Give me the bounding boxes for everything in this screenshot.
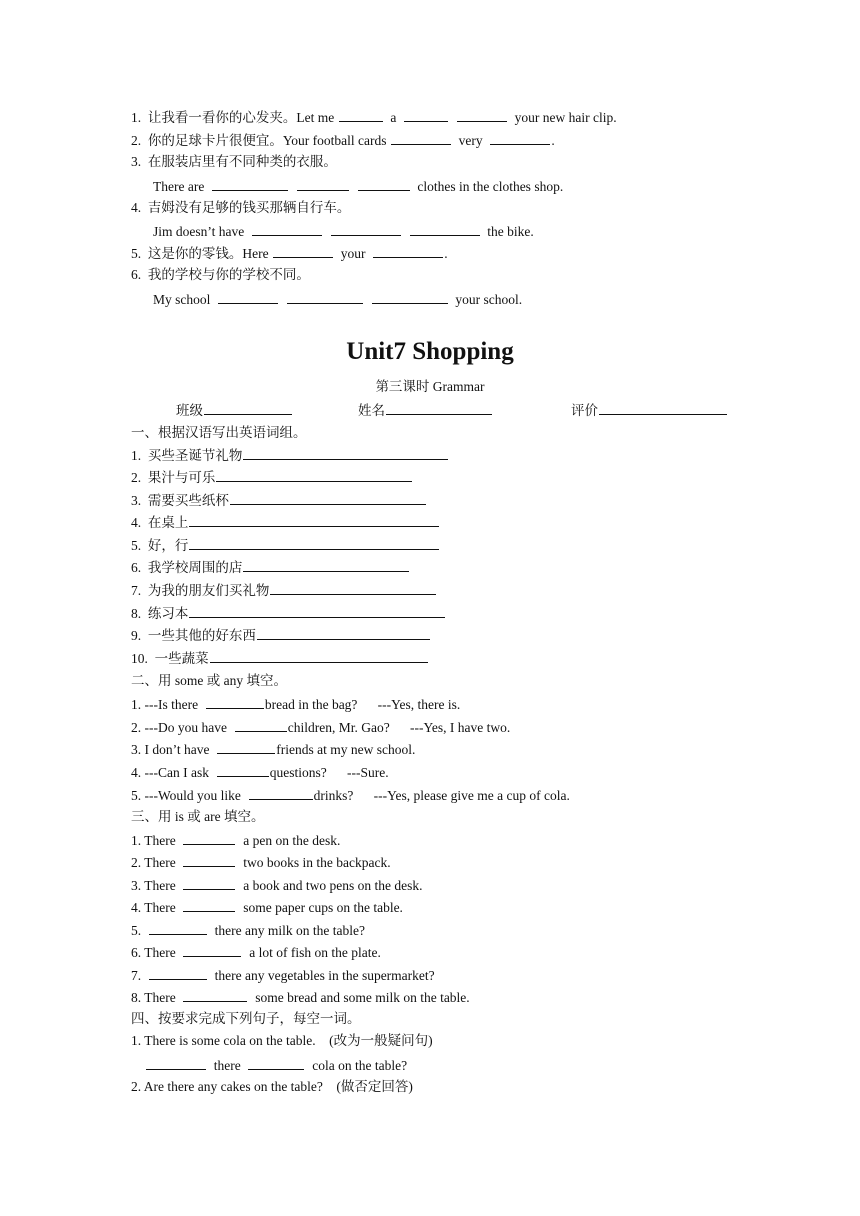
exercise-line: Jim doesn’t have the bike. bbox=[153, 224, 534, 239]
class-field: 班级 bbox=[176, 402, 293, 419]
name-field: 姓名 bbox=[358, 402, 493, 419]
list-item: 7. there any vegetables in the supermarket? bbox=[131, 968, 435, 983]
list-item: 2. Are there any cakes on the table? (做否定回答) bbox=[131, 1079, 413, 1094]
section-heading: 一、根据汉语写出英语词组。 bbox=[131, 425, 307, 440]
exercise-line: 2. 你的足球卡片很便宜。Your football cards very . bbox=[131, 133, 555, 148]
list-item: 6. 我学校周围的店 bbox=[131, 559, 410, 576]
list-item: 1. There is some cola on the table. (改为一般疑问句) bbox=[131, 1033, 433, 1048]
exercise-line: 3. 在服装店里有不同种类的衣服。 bbox=[131, 154, 337, 169]
exercise-line: 4. 吉姆没有足够的钱买那辆自行车。 bbox=[131, 200, 351, 215]
list-item: 5. there any milk on the table? bbox=[131, 923, 365, 938]
list-item: 2. ---Do you have children, Mr. Gao? ---Yes, I have two. bbox=[131, 720, 511, 735]
list-item: 2. 果汁与可乐 bbox=[131, 469, 413, 486]
list-item: 4. 在桌上 bbox=[131, 514, 440, 531]
rating-field: 评价 bbox=[571, 402, 728, 419]
list-item: 3. I don’t have friends at my new school. bbox=[131, 742, 416, 757]
list-item: 1. There a pen on the desk. bbox=[131, 833, 341, 848]
list-item: 9. 一些其他的好东西 bbox=[131, 627, 431, 644]
exercise-line: There are clothes in the clothes shop. bbox=[153, 179, 564, 194]
section-heading: 四、按要求完成下列句子，每空一词。 bbox=[131, 1011, 361, 1026]
list-item: 4. ---Can I ask questions? ---Sure. bbox=[131, 765, 389, 780]
list-item: 5. ---Would you like drinks? ---Yes, please give me a cup of cola. bbox=[131, 788, 570, 803]
list-item: 3. 需要买些纸杯 bbox=[131, 492, 427, 509]
list-item: there cola on the table? bbox=[145, 1057, 407, 1074]
exercise-line: 6. 我的学校与你的学校不同。 bbox=[131, 267, 310, 282]
list-item: 8. There some bread and some milk on the table. bbox=[131, 990, 470, 1005]
list-item: 7. 为我的朋友们买礼物 bbox=[131, 582, 437, 599]
list-item: 4. There some paper cups on the table. bbox=[131, 900, 403, 915]
list-item: 6. There a lot of fish on the plate. bbox=[131, 945, 381, 960]
exercise-line: My school your school. bbox=[153, 292, 523, 307]
list-item: 5. 好，行 bbox=[131, 537, 440, 554]
list-item: 10. 一些蔬菜 bbox=[131, 650, 429, 667]
list-item: 1. ---Is there bread in the bag? ---Yes, there is. bbox=[131, 697, 461, 712]
exercise-line: 5. 这是你的零钱。Here your . bbox=[131, 246, 448, 261]
page-subtitle: 第三课时 Grammar bbox=[375, 379, 485, 394]
list-item: 3. There a book and two pens on the desk. bbox=[131, 878, 423, 893]
page-title: Unit7 Shopping bbox=[346, 338, 514, 365]
list-item: 2. There two books in the backpack. bbox=[131, 855, 391, 870]
list-item: 8. 练习本 bbox=[131, 605, 446, 622]
section-heading: 二、用 some 或 any 填空。 bbox=[131, 673, 287, 688]
exercise-line: 1. 让我看一看你的心发夹。Let me a your new hair clip. bbox=[131, 110, 617, 125]
list-item: 1. 买些圣诞节礼物 bbox=[131, 447, 449, 464]
section-heading: 三、用 is 或 are 填空。 bbox=[131, 809, 265, 824]
